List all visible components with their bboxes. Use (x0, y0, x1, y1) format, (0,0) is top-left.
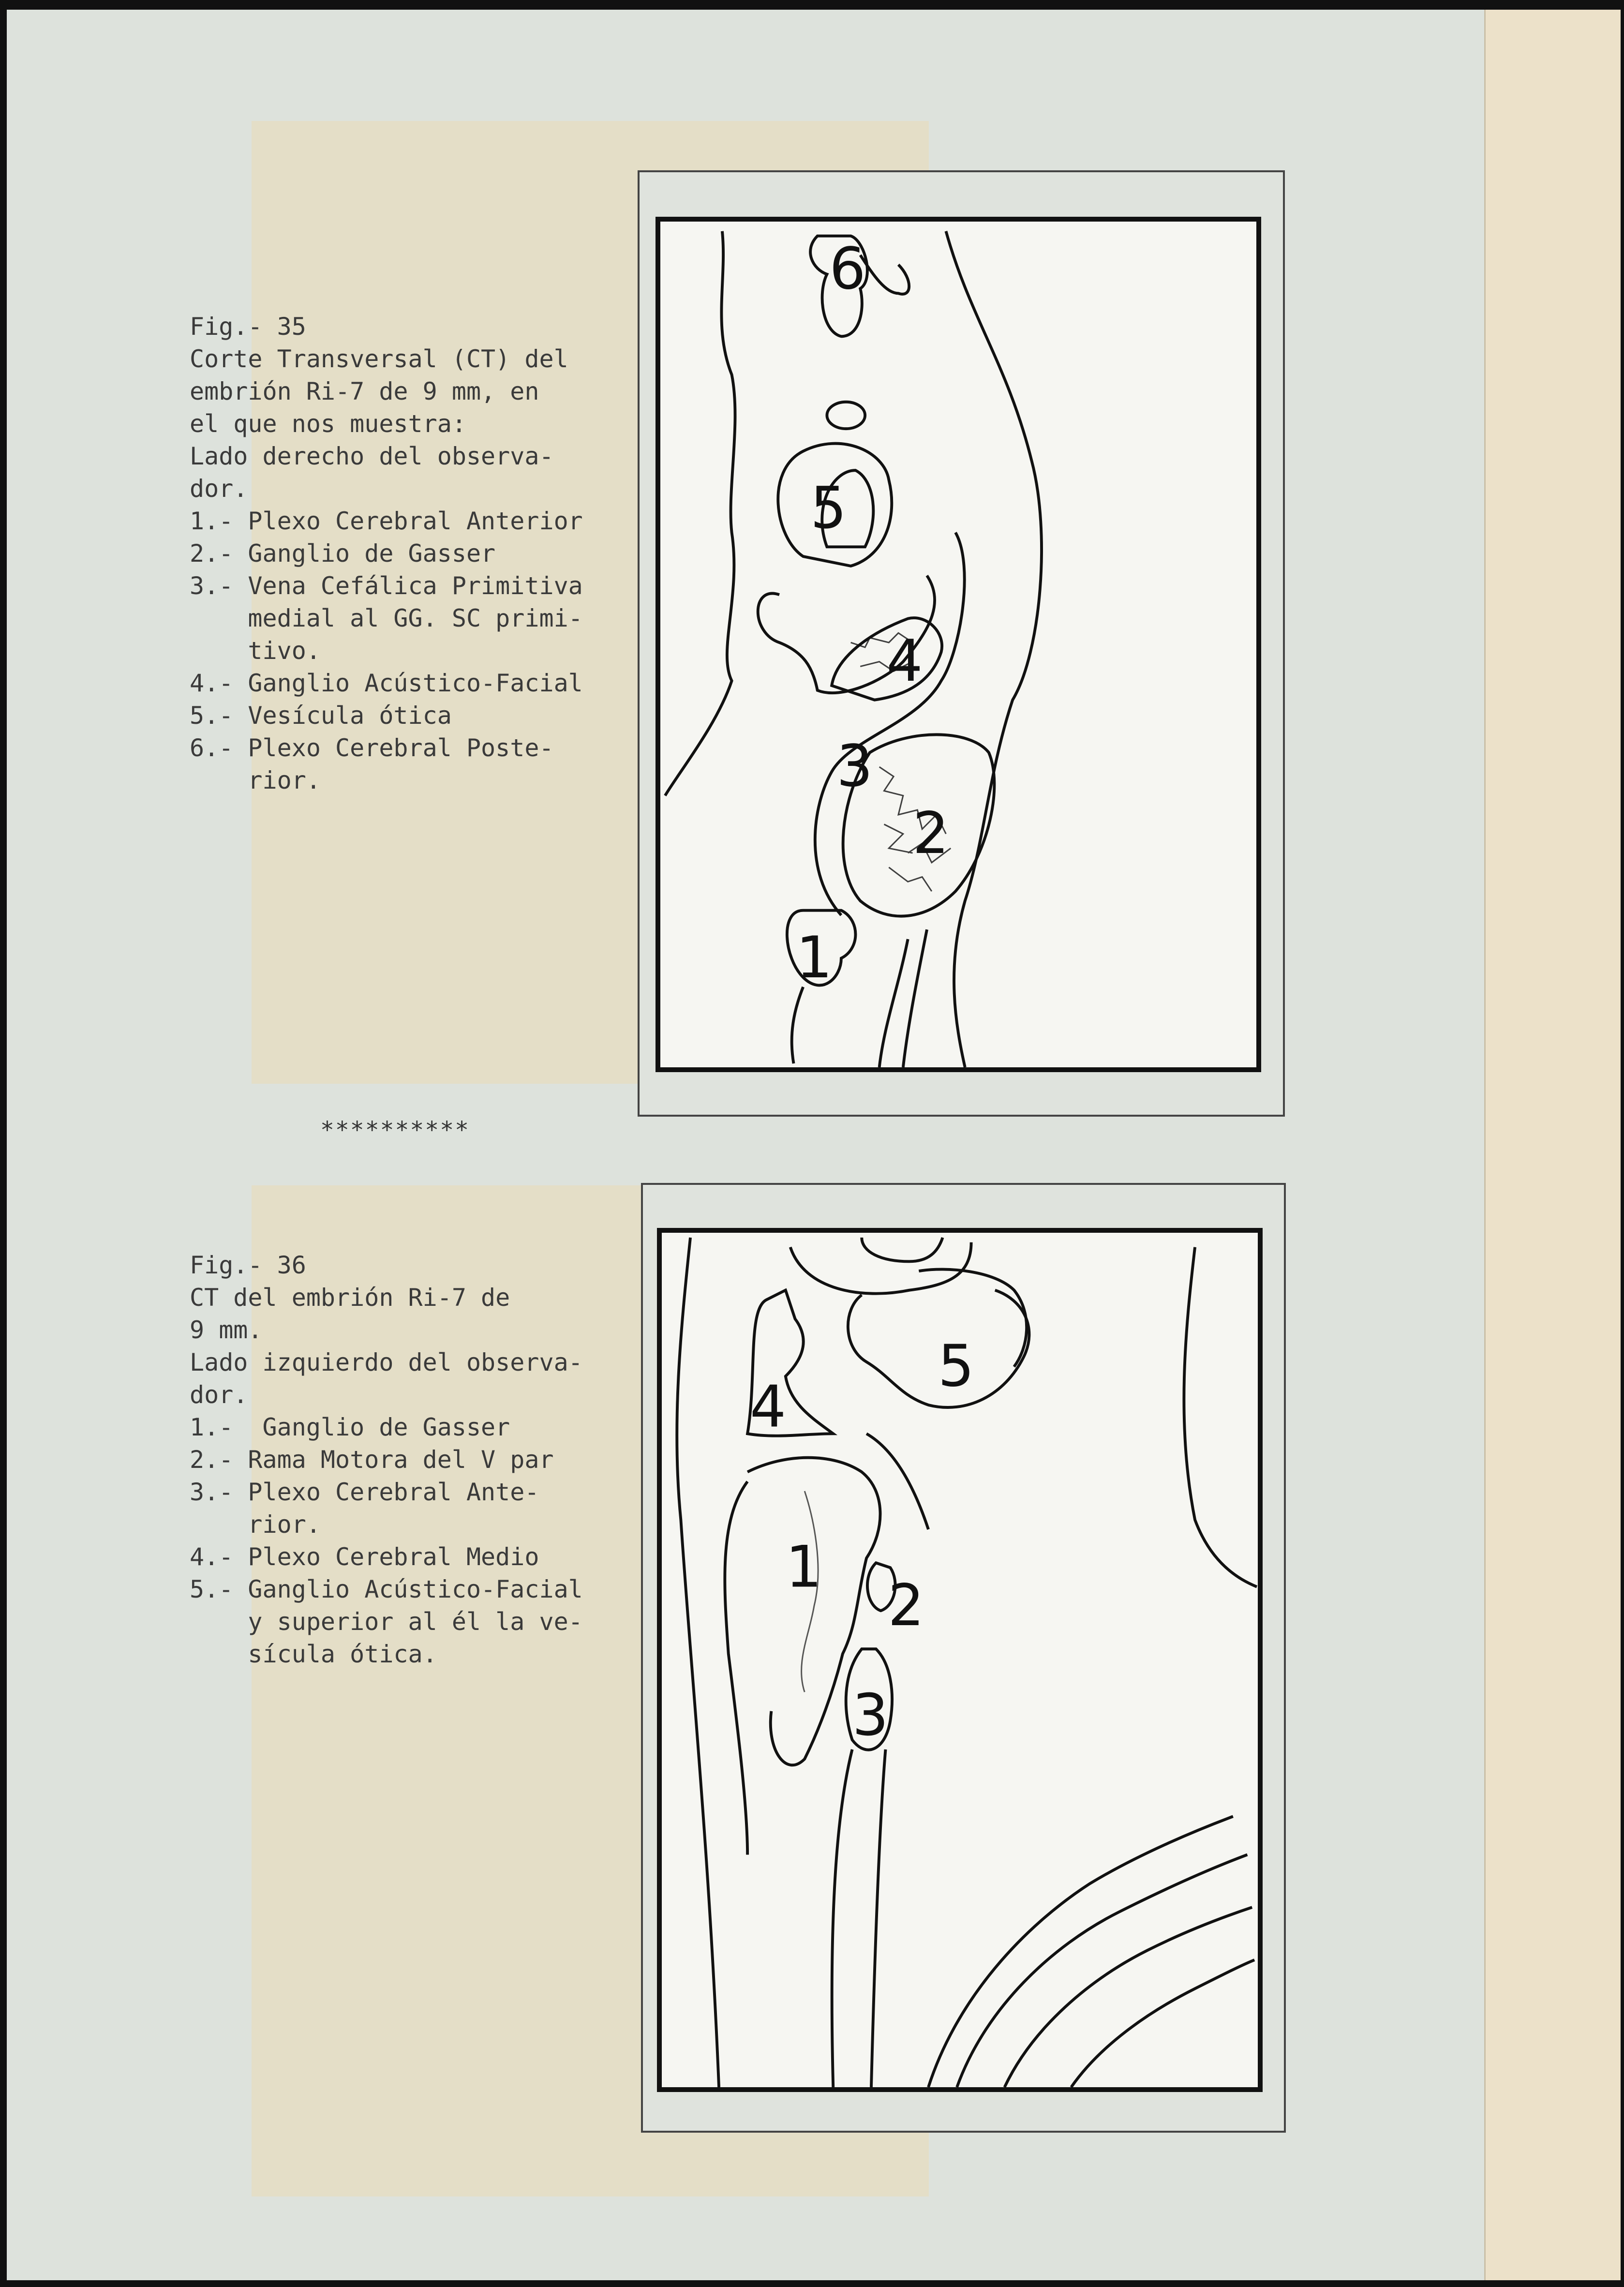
legend-item (190, 1444, 583, 1476)
drawing-label: 2 (912, 799, 949, 867)
nerve-fiber-line (879, 939, 908, 1067)
legend-item (190, 1573, 583, 1671)
legend-item-text: 2.- Ganglio de Gasser (190, 539, 496, 568)
legend-item-text: sícula ótica. (190, 1640, 437, 1668)
top-lobe-outline (862, 1238, 942, 1261)
legend-item (190, 505, 583, 538)
drawing-label: 1 (785, 1533, 822, 1600)
legend-item-text: 5.- Ganglio Acústico-Facial (190, 1575, 583, 1603)
region-1-left-contour (725, 1481, 747, 1854)
legend-item (190, 1411, 583, 1444)
figure36-drawing (657, 1228, 1263, 2092)
curved-band-line (1004, 1907, 1252, 2087)
legend-item-text: 1.- Plexo Cerebral Anterior (190, 507, 583, 535)
scan-border-bottom (0, 2280, 1624, 2287)
scan-border-left (0, 0, 7, 2287)
drawing-label: 5 (810, 474, 847, 541)
legend-item-text: y superior al él la ve- (190, 1608, 583, 1636)
outer-left-contour (677, 1238, 719, 2087)
figure35-desc-line: dor. (190, 475, 248, 503)
drawing-label: 3 (852, 1681, 889, 1749)
drawing-label: 2 (888, 1571, 924, 1639)
legend-item-text: 3.- Vena Cefálica Primitiva (190, 572, 583, 600)
legend-item-text: 1.- Ganglio de Gasser (190, 1413, 510, 1441)
drawing-label: 6 (829, 235, 866, 302)
outline-left-contour (665, 231, 735, 796)
legend-item-text: 3.- Plexo Cerebral Ante- (190, 1478, 539, 1506)
drawing-label: 5 (938, 1332, 974, 1400)
legend-item (190, 732, 583, 797)
figure35-title: Fig.- 35 (190, 313, 306, 341)
legend-item (190, 700, 583, 732)
upper-contour-line (866, 1434, 928, 1529)
outer-right-contour (1184, 1247, 1257, 1587)
nerve-fiber-line (871, 1749, 886, 2087)
legend-item-text: 4.- Ganglio Acústico-Facial (190, 669, 583, 697)
legend-item-text: 4.- Plexo Cerebral Medio (190, 1543, 539, 1571)
drawing-label: 4 (886, 627, 923, 695)
legend-item-text: rior. (190, 766, 321, 794)
figure35-drawing (656, 217, 1261, 1072)
legend-item (190, 1541, 583, 1573)
legend-item-text: 2.- Rama Motora del V par (190, 1446, 554, 1474)
legend-item (190, 1476, 583, 1541)
legend-item-text: 5.- Vesícula ótica (190, 702, 452, 730)
drawing-label: 1 (796, 924, 833, 991)
legend-item-text: rior. (190, 1510, 321, 1539)
page-edge-strip (1484, 10, 1621, 2280)
legend-item (190, 570, 583, 667)
scan-border-top (0, 0, 1624, 10)
figure35-legend-list (190, 505, 583, 797)
figure35-desc-line: el que nos muestra: (190, 410, 466, 438)
drawing-label: 4 (750, 1373, 787, 1440)
section-separator: ********** (320, 1117, 470, 1144)
legend-item (190, 538, 583, 570)
figure36-desc-line: 9 mm. (190, 1316, 263, 1344)
nerve-fiber-line (832, 1749, 852, 2087)
drawing-label: 3 (836, 732, 873, 800)
figure35-desc-line: embrión Ri-7 de 9 mm, en (190, 377, 539, 405)
legend-item (190, 667, 583, 700)
small-vesicle (827, 402, 865, 429)
legend-item-text: 6.- Plexo Cerebral Poste- (190, 734, 554, 762)
figure35-illustration (660, 222, 1256, 1067)
figure35-desc-line: Lado derecho del observa- (190, 442, 554, 470)
figure36-caption (190, 1249, 583, 1671)
outline-right-contour (946, 231, 1042, 1067)
figure36-legend-list (190, 1411, 583, 1671)
figure35-caption (190, 311, 583, 797)
figure36-illustration (662, 1233, 1258, 2087)
figure36-title: Fig.- 36 (190, 1251, 306, 1279)
legend-item-text: medial al GG. SC primi- (190, 604, 583, 632)
figure36-desc-line: dor. (190, 1381, 248, 1409)
figure35-desc-line: Corte Transversal (CT) del (190, 345, 568, 373)
figure36-desc-line: CT del embrión Ri-7 de (190, 1284, 510, 1312)
region-1-tail (792, 987, 804, 1063)
figure36-desc-line: Lado izquierdo del observa- (190, 1348, 583, 1376)
legend-item-text: tivo. (190, 637, 321, 665)
